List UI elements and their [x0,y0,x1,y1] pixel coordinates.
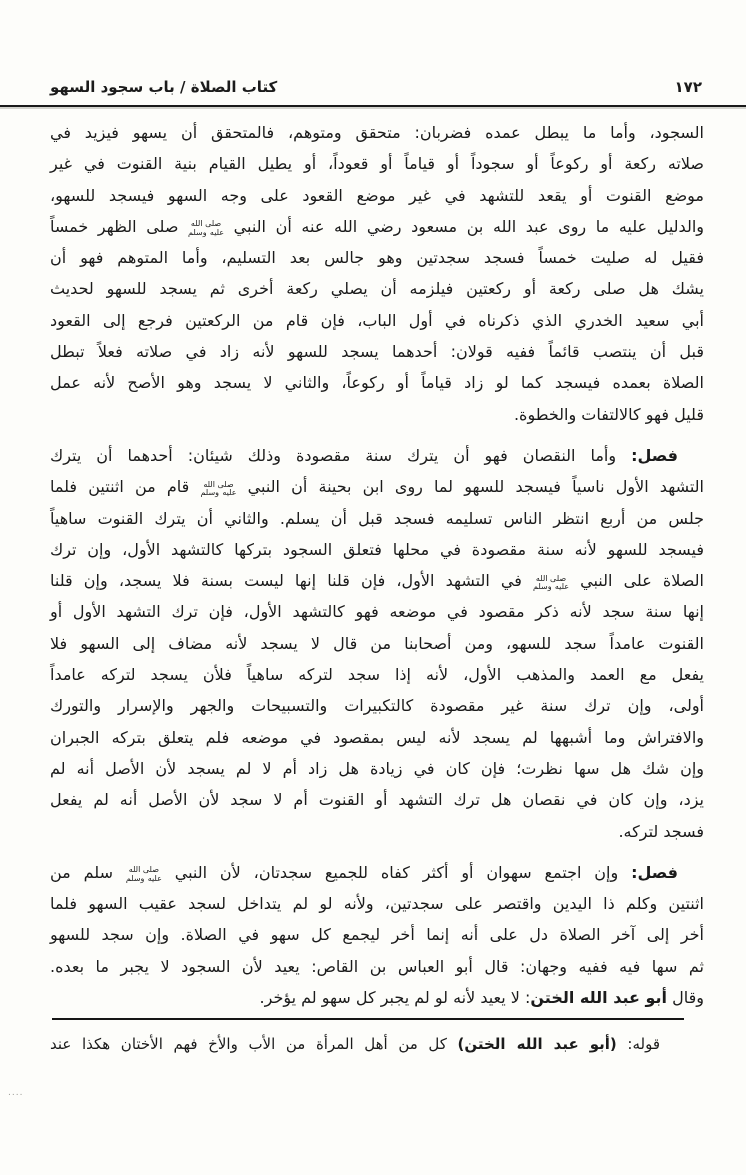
text-line [50,596,704,627]
text-line [50,534,704,565]
pbuh-symbol: صلى الله عليه وسلم [533,573,570,592]
text-line [50,471,704,502]
text-segment: الصلاة بعمده فيسجد كما لو زاد قياماً أو ركوعاً، والثاني لا يسجد وهو الأصح لأنه عمل [50,373,704,393]
bold-text-segment: فصل: [631,862,678,882]
text-line [50,982,704,1013]
text-segment: اثنتين وكلم ذا اليدين واقتصر على سجدتين، ولأنه لو لم يتداخل لسجد عقيب السهو فلما [50,894,704,914]
paragraph [50,857,704,1013]
text-line [50,565,704,596]
text-line [50,888,704,919]
text-segment: وأما النقصان فهو أن يترك سنة مقصودة وذلك شيئان: أحدهما أن يترك [50,445,632,465]
running-title: كتاب الصلاة / باب سجود السهو [50,78,278,96]
text-segment: أبي سعيد الخدري الذي ذكرناه في أول الباب، فإن قام من الركعتين فرجع إلى القعود [50,310,704,330]
pbuh-symbol: صلى الله عليه وسلم [200,479,237,498]
text-segment: التشهد الأول ناسياً فيسجد للسهو لما روى ابن بحينة أن النبي [236,477,705,497]
text-segment: موضع القنوت أو يقعد للتشهد في غير موضع القعود على وجه السهو فيسجد للسهو، [50,185,704,205]
text-segment: صلاته ركعة أو ركوعاً أو سجوداً أو قياماً أو قعوداً، أو يطيل القيام بنية القنوت في غير [50,154,704,174]
text-segment: القنوت عامداً سجد للسهو، ومن أصحابنا من قال لا يسجد لأنه مضاف إلى السهو فلا [50,633,704,653]
paragraph [50,440,704,847]
text-segment: : لا يعيد لأنه لو لم يجبر كل سهو لم يؤخر. [259,988,531,1008]
pbuh-symbol: صلى الله عليه وسلم [125,865,162,883]
paragraph [50,1031,704,1058]
text-line [50,242,704,273]
bold-text-segment: أبو عبد الله الختن [530,988,668,1008]
text-segment: ثم سها فيه ففيه وجهان: قال أبو العباس بن القاص: يعيد لأن السجود لا يجبر ما بعده. [50,956,704,976]
text-segment: في التشهد الأول، فإن قلنا إنها ليست بسنة فلا يسجد، وإن قلنا [50,571,534,591]
text-line [50,951,704,982]
text-line [50,117,704,148]
text-segment: السجود، وأما ما يبطل عمده فضربان: متحقق ومتوهم، فالمتحقق أن يسهو فيزيد في [50,123,704,142]
text-line [50,399,704,430]
text-line [50,816,704,847]
text-segment: وإن شك هل سها نظرت؛ فإن كان في زيادة هل زاد أم لا لم يسجد لأن الأصل أنه لم [50,758,704,778]
text-line [50,305,704,336]
text-segment: إنها سنة سجد لأنه ذكر مقصود في موضعه فهو كالتشهد الأول، فإن ترك التشهد الأول أو [50,602,704,622]
text-line [50,273,704,304]
text-line [50,784,704,815]
text-line [50,753,704,784]
text-segment: وإن اجتمع سهوان أو أكثر كفاه للجميع سجدتان، لأن النبي [161,862,632,882]
text-line [50,628,704,659]
text-line [50,440,704,471]
text-segment: صلى الظهر خمساً [50,216,189,236]
scan-artifact-dots: .... [8,1088,24,1098]
text-segment: وقال [667,988,704,1008]
text-segment: أخر إلى آخر الصلاة دل على أنه إنما أخر ليجمع كل سهو في الصلاة. وإن سجد للسهو [50,925,704,945]
text-segment: قام من اثنتين فلما [50,477,201,497]
text-segment: أولى، وإن ترك سنة غير مقصودة كالتكبيرات والتسبيحات والجهر والإسرار والتورك [50,696,704,716]
bold-text-segment: فصل: [631,445,678,465]
footnote-section [50,1018,704,1058]
text-segment: قبل أن ينتصب قائماً ففيه قولان: أحدهما يسجد للسهو لأنه زاد في صلاته فعلاً تبطل [50,342,704,362]
text-segment: سلم من [50,862,126,882]
body-text [0,107,746,1013]
text-segment: والافتراش وما أشبهها لم يسجد لأنه ليس بمقصود في موضعه فلم يتعلق بتركه الجبران [50,727,704,747]
text-line [50,722,704,753]
footnote-text [50,1020,704,1058]
text-segment: يفعل مع العمد والمذهب الأول، لأنه إذا سجد لتركه ساهياً فلأن يسجد لتركه عامداً [50,665,704,685]
text-segment: فسجد لتركه. [618,821,704,841]
text-segment: فقيل له صليت خمساً فسجد سجدتين وهو جالس بعد التسليم، وأما المتوهم فهو أن [50,248,704,268]
text-segment: والدليل عليه ما روى عبد الله بن مسعود رضي الله عنه أن النبي [224,216,704,236]
text-segment: الصلاة على النبي [569,571,704,591]
text-line [50,690,704,721]
text-segment: قليل فهو كالالتفات والخطوة. [513,404,704,424]
text-line [50,180,704,211]
text-segment: قوله: [616,1035,660,1054]
text-line [50,148,704,179]
page-header [0,0,746,107]
text-line [50,336,704,367]
text-segment: يشك هل صلى ركعة أو ركعتين فيلزمه أن يصلي ركعة أخرى ثم يسجد للسهو لحديث [50,279,704,299]
text-segment: كل من أهل المرأة من الأب والأخ فهم الأختان هكذا عند [50,1035,458,1054]
text-line [50,211,704,242]
text-line [50,503,704,534]
text-line [50,857,704,888]
text-segment: فيسجد للسهو لأنه سنة مقصودة في محلها فتعلق السجود بتركها كالتشهد الأول، وإن ترك [50,539,704,559]
text-line [50,1031,704,1058]
text-segment: جلس من أربع انتظر الناس تسليمه فسجد قبل أن يسلم. والثاني أن يترك القنوت ساهياً [50,508,704,528]
pbuh-symbol: صلى الله عليه وسلم [188,219,225,237]
text-segment: يزد، وإن كان في نقصان هل ترك التشهد أو القنوت أم لا سجد لأن الأصل أنه لم يفعل [50,790,704,810]
paragraph [50,117,704,430]
text-line [50,367,704,398]
bold-text-segment: (أبو عبد الله الختن) [457,1035,617,1054]
page-number: ١٧٢ [674,78,702,96]
text-line [50,919,704,950]
text-line [50,659,704,690]
